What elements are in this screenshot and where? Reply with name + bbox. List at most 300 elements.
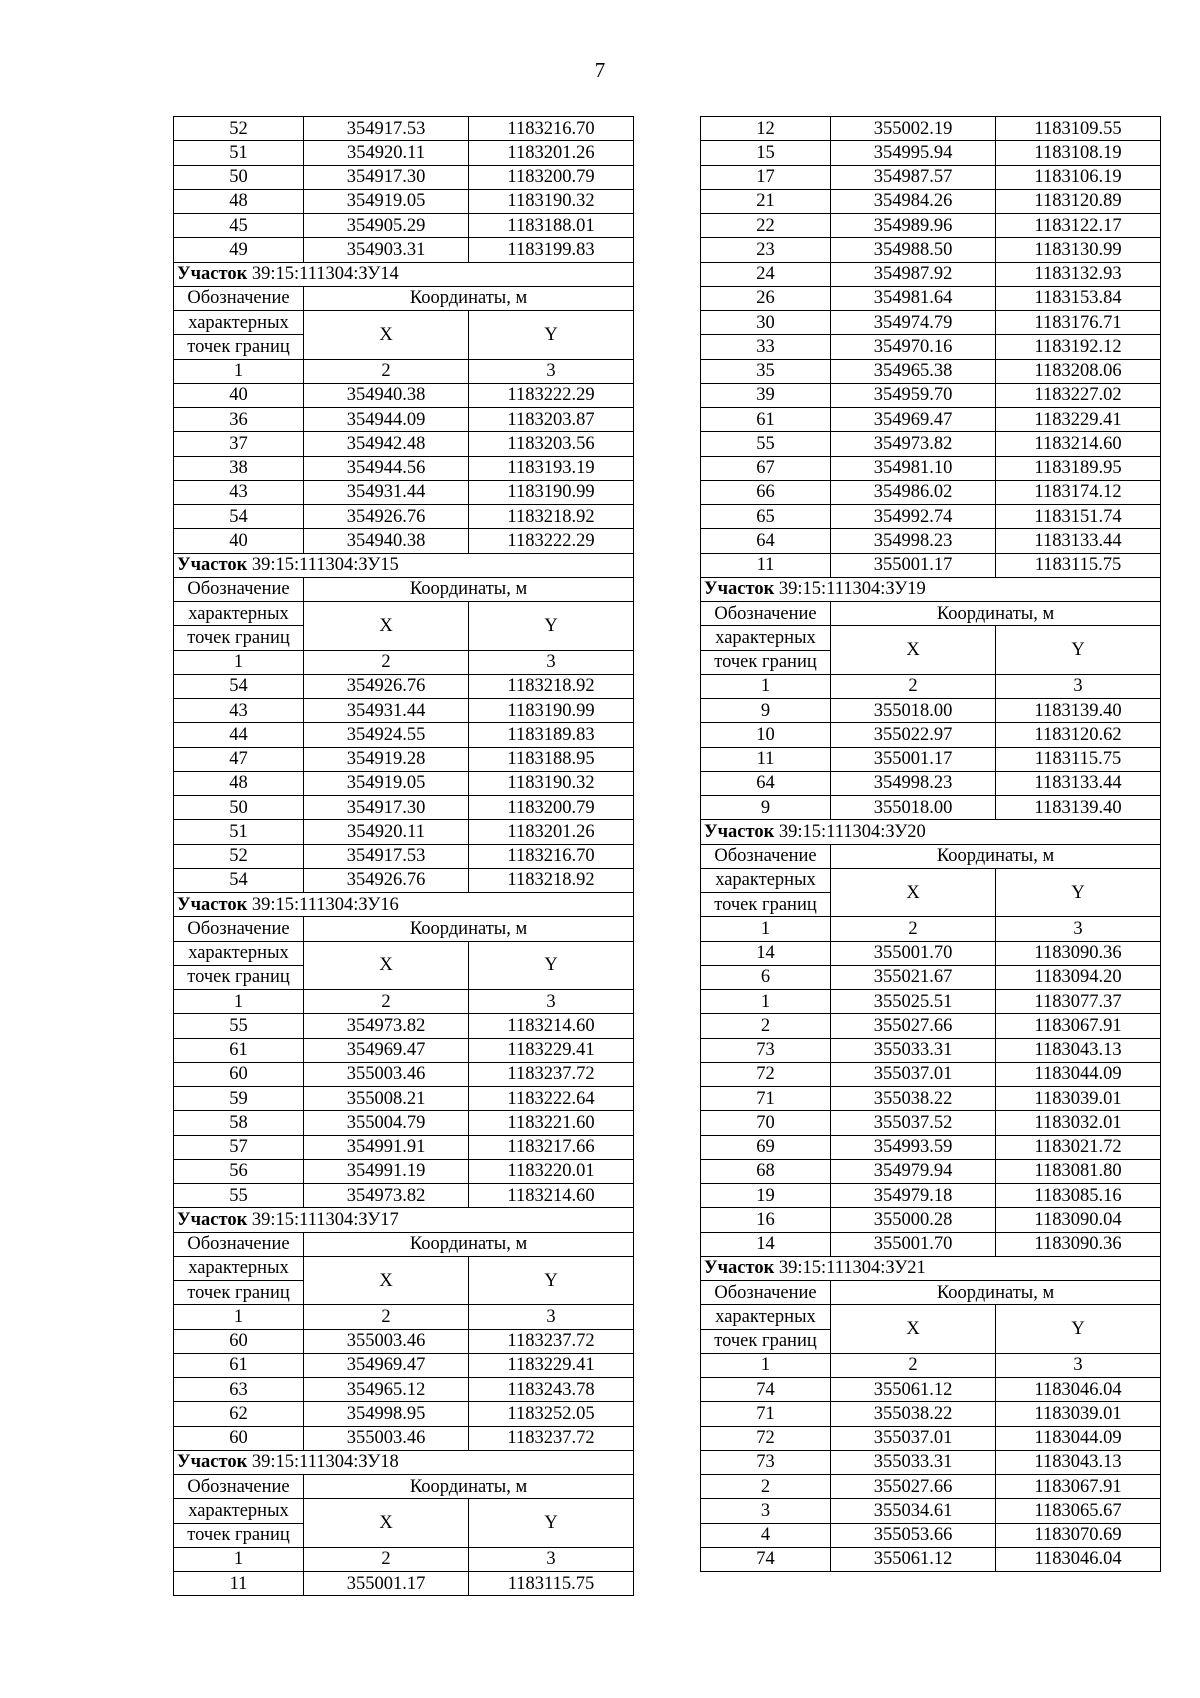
point-id: 47 bbox=[174, 747, 304, 771]
cadastral-code: 39:15:111304:ЗУ21 bbox=[778, 1258, 926, 1279]
table-row bbox=[701, 1208, 1161, 1232]
x-coordinate: 354965.38 bbox=[831, 359, 996, 383]
x-coordinate: 354969.47 bbox=[304, 1353, 469, 1377]
y-coordinate: 1183120.62 bbox=[996, 723, 1161, 747]
designation-header-line1: Обозначение bbox=[174, 286, 304, 310]
y-coordinate: 1183090.36 bbox=[996, 1232, 1161, 1256]
point-id: 72 bbox=[701, 1062, 831, 1086]
table-row bbox=[701, 771, 1161, 795]
x-coordinate: 355037.01 bbox=[831, 1426, 996, 1450]
y-header: Y bbox=[469, 1499, 634, 1548]
table-row bbox=[701, 1184, 1161, 1208]
y-coordinate: 1183109.55 bbox=[996, 117, 1161, 141]
y-coordinate: 1183115.75 bbox=[469, 1572, 634, 1596]
x-coordinate: 355021.67 bbox=[831, 965, 996, 989]
x-coordinate: 354989.96 bbox=[831, 214, 996, 238]
designation-header-line2: характерных bbox=[174, 311, 304, 335]
column-numbers-row bbox=[174, 1547, 634, 1571]
section-title-row bbox=[701, 820, 1161, 844]
y-coordinate: 1183090.04 bbox=[996, 1208, 1161, 1232]
x-coordinate: 355001.17 bbox=[831, 747, 996, 771]
point-id: 39 bbox=[701, 383, 831, 407]
point-id: 69 bbox=[701, 1135, 831, 1159]
point-id: 14 bbox=[701, 941, 831, 965]
point-id: 16 bbox=[701, 1208, 831, 1232]
point-id: 56 bbox=[174, 1159, 304, 1183]
y-coordinate: 1183192.12 bbox=[996, 335, 1161, 359]
y-coordinate: 1183039.01 bbox=[996, 1087, 1161, 1111]
y-coordinate: 1183237.72 bbox=[469, 1062, 634, 1086]
y-coordinate: 1183217.66 bbox=[469, 1135, 634, 1159]
y-coordinate: 1183222.64 bbox=[469, 1087, 634, 1111]
point-id: 17 bbox=[701, 165, 831, 189]
table-row bbox=[174, 1184, 634, 1208]
header-row bbox=[174, 1475, 634, 1499]
table-row bbox=[701, 359, 1161, 383]
column-number: 2 bbox=[304, 650, 469, 674]
y-coordinate: 1183043.13 bbox=[996, 1450, 1161, 1474]
point-id: 26 bbox=[701, 286, 831, 310]
point-id: 3 bbox=[701, 1499, 831, 1523]
table-row bbox=[174, 699, 634, 723]
table-row bbox=[701, 238, 1161, 262]
column-numbers-row bbox=[701, 1353, 1161, 1377]
point-id: 11 bbox=[174, 1572, 304, 1596]
y-coordinate: 1183203.56 bbox=[469, 432, 634, 456]
x-coordinate: 355003.46 bbox=[304, 1062, 469, 1086]
designation-header-line2: характерных bbox=[701, 1305, 831, 1329]
x-coordinate: 354991.19 bbox=[304, 1159, 469, 1183]
x-coordinate: 354979.94 bbox=[831, 1159, 996, 1183]
y-coordinate: 1183139.40 bbox=[996, 699, 1161, 723]
designation-header-line1: Обозначение bbox=[174, 1475, 304, 1499]
cadastral-code: 39:15:111304:ЗУ15 bbox=[251, 555, 399, 576]
y-coordinate: 1183132.93 bbox=[996, 262, 1161, 286]
point-id: 11 bbox=[701, 553, 831, 577]
x-coordinate: 355053.66 bbox=[831, 1523, 996, 1547]
point-id: 36 bbox=[174, 408, 304, 432]
point-id: 9 bbox=[701, 796, 831, 820]
section-label: Участок bbox=[177, 555, 248, 576]
point-id: 24 bbox=[701, 262, 831, 286]
table-row bbox=[174, 505, 634, 529]
table-row bbox=[701, 990, 1161, 1014]
point-id: 11 bbox=[701, 747, 831, 771]
y-header: Y bbox=[469, 1256, 634, 1305]
column-number: 2 bbox=[831, 917, 996, 941]
x-coordinate: 354979.18 bbox=[831, 1184, 996, 1208]
section-title bbox=[174, 1450, 634, 1474]
y-coordinate: 1183081.80 bbox=[996, 1159, 1161, 1183]
y-coordinate: 1183237.72 bbox=[469, 1329, 634, 1353]
right-column bbox=[700, 116, 1161, 1572]
table-row bbox=[701, 1135, 1161, 1159]
point-id: 55 bbox=[701, 432, 831, 456]
x-coordinate: 354981.10 bbox=[831, 456, 996, 480]
table-row bbox=[174, 844, 634, 868]
header-row bbox=[701, 868, 1161, 892]
y-coordinate: 1183201.26 bbox=[469, 141, 634, 165]
column-number: 3 bbox=[469, 359, 634, 383]
table-row bbox=[174, 238, 634, 262]
y-coordinate: 1183115.75 bbox=[996, 553, 1161, 577]
y-coordinate: 1183046.04 bbox=[996, 1547, 1161, 1571]
table-row bbox=[174, 456, 634, 480]
x-coordinate: 355061.12 bbox=[831, 1378, 996, 1402]
table-row bbox=[701, 941, 1161, 965]
table-row bbox=[701, 965, 1161, 989]
designation-header-line3: точек границ bbox=[701, 893, 831, 917]
table-row bbox=[701, 1499, 1161, 1523]
column-number: 2 bbox=[831, 1353, 996, 1377]
point-id: 22 bbox=[701, 214, 831, 238]
point-id: 55 bbox=[174, 1184, 304, 1208]
x-coordinate: 354917.53 bbox=[304, 844, 469, 868]
x-coordinate: 355034.61 bbox=[831, 1499, 996, 1523]
designation-header-line1: Обозначение bbox=[174, 1232, 304, 1256]
table-row bbox=[174, 165, 634, 189]
column-number: 3 bbox=[469, 650, 634, 674]
x-coordinate: 355038.22 bbox=[831, 1402, 996, 1426]
y-header: Y bbox=[469, 602, 634, 651]
section-label: Участок bbox=[704, 579, 775, 600]
header-row bbox=[174, 1256, 634, 1280]
header-row bbox=[701, 626, 1161, 650]
section-title bbox=[174, 893, 634, 917]
table-row bbox=[174, 1426, 634, 1450]
x-coordinate: 354988.50 bbox=[831, 238, 996, 262]
table-row bbox=[174, 868, 634, 892]
table-row bbox=[174, 117, 634, 141]
table-row bbox=[701, 1547, 1161, 1571]
x-coordinate: 354981.64 bbox=[831, 286, 996, 310]
y-coordinate: 1183203.87 bbox=[469, 408, 634, 432]
table-row bbox=[174, 820, 634, 844]
y-coordinate: 1183021.72 bbox=[996, 1135, 1161, 1159]
header-row bbox=[174, 602, 634, 626]
section-label: Участок bbox=[704, 821, 775, 842]
coordinates-table-right bbox=[700, 116, 1161, 1572]
point-id: 6 bbox=[701, 965, 831, 989]
y-coordinate: 1183120.89 bbox=[996, 189, 1161, 213]
table-row bbox=[701, 1087, 1161, 1111]
column-number: 1 bbox=[701, 1353, 831, 1377]
column-number: 1 bbox=[174, 1305, 304, 1329]
table-row bbox=[174, 796, 634, 820]
x-coordinate: 354984.26 bbox=[831, 189, 996, 213]
y-coordinate: 1183133.44 bbox=[996, 771, 1161, 795]
y-coordinate: 1183189.95 bbox=[996, 456, 1161, 480]
point-id: 54 bbox=[174, 868, 304, 892]
y-coordinate: 1183122.17 bbox=[996, 214, 1161, 238]
table-row bbox=[174, 1159, 634, 1183]
y-coordinate: 1183218.92 bbox=[469, 674, 634, 698]
x-coordinate: 355008.21 bbox=[304, 1087, 469, 1111]
column-number: 3 bbox=[469, 990, 634, 1014]
designation-header-line1: Обозначение bbox=[174, 577, 304, 601]
designation-header-line1: Обозначение bbox=[174, 917, 304, 941]
x-coordinate: 354973.82 bbox=[304, 1014, 469, 1038]
x-coordinate: 355033.31 bbox=[831, 1038, 996, 1062]
section-title-row bbox=[701, 577, 1161, 601]
point-id: 52 bbox=[174, 117, 304, 141]
point-id: 52 bbox=[174, 844, 304, 868]
x-header: X bbox=[831, 1305, 996, 1354]
point-id: 61 bbox=[174, 1353, 304, 1377]
table-row bbox=[701, 383, 1161, 407]
point-id: 48 bbox=[174, 771, 304, 795]
point-id: 68 bbox=[701, 1159, 831, 1183]
y-coordinate: 1183067.91 bbox=[996, 1014, 1161, 1038]
y-coordinate: 1183200.79 bbox=[469, 165, 634, 189]
y-header: Y bbox=[469, 311, 634, 360]
column-number: 1 bbox=[174, 650, 304, 674]
designation-header-line2: характерных bbox=[174, 1499, 304, 1523]
point-id: 33 bbox=[701, 335, 831, 359]
point-id: 15 bbox=[701, 141, 831, 165]
y-coordinate: 1183216.70 bbox=[469, 844, 634, 868]
y-coordinate: 1183106.19 bbox=[996, 165, 1161, 189]
y-coordinate: 1183199.83 bbox=[469, 238, 634, 262]
cadastral-code: 39:15:111304:ЗУ14 bbox=[251, 264, 399, 285]
table-row bbox=[701, 747, 1161, 771]
table-row bbox=[174, 1014, 634, 1038]
table-row bbox=[701, 141, 1161, 165]
point-id: 61 bbox=[174, 1038, 304, 1062]
column-numbers-row bbox=[174, 359, 634, 383]
x-coordinate: 354965.12 bbox=[304, 1378, 469, 1402]
y-coordinate: 1183139.40 bbox=[996, 796, 1161, 820]
table-row bbox=[174, 1329, 634, 1353]
x-coordinate: 355018.00 bbox=[831, 699, 996, 723]
y-coordinate: 1183065.67 bbox=[996, 1499, 1161, 1523]
x-coordinate: 354940.38 bbox=[304, 383, 469, 407]
x-coordinate: 355018.00 bbox=[831, 796, 996, 820]
y-coordinate: 1183133.44 bbox=[996, 529, 1161, 553]
point-id: 51 bbox=[174, 141, 304, 165]
x-coordinate: 354973.82 bbox=[831, 432, 996, 456]
table-row bbox=[701, 1523, 1161, 1547]
point-id: 19 bbox=[701, 1184, 831, 1208]
y-coordinate: 1183188.01 bbox=[469, 214, 634, 238]
designation-header-line3: точек границ bbox=[174, 965, 304, 989]
section-title bbox=[174, 553, 634, 577]
table-row bbox=[701, 262, 1161, 286]
y-coordinate: 1183237.72 bbox=[469, 1426, 634, 1450]
x-coordinate: 354969.47 bbox=[304, 1038, 469, 1062]
x-coordinate: 355027.66 bbox=[831, 1475, 996, 1499]
y-coordinate: 1183220.01 bbox=[469, 1159, 634, 1183]
x-coordinate: 354917.53 bbox=[304, 117, 469, 141]
x-coordinate: 354944.56 bbox=[304, 456, 469, 480]
y-coordinate: 1183221.60 bbox=[469, 1111, 634, 1135]
section-label: Участок bbox=[177, 894, 248, 915]
y-coordinate: 1183151.74 bbox=[996, 505, 1161, 529]
cadastral-code: 39:15:111304:ЗУ19 bbox=[778, 579, 926, 600]
cadastral-code: 39:15:111304:ЗУ16 bbox=[251, 894, 399, 915]
point-id: 70 bbox=[701, 1111, 831, 1135]
table-row bbox=[174, 674, 634, 698]
header-row bbox=[174, 917, 634, 941]
x-coordinate: 355038.22 bbox=[831, 1087, 996, 1111]
table-row bbox=[174, 1353, 634, 1377]
x-coordinate: 354905.29 bbox=[304, 214, 469, 238]
point-id: 73 bbox=[701, 1038, 831, 1062]
point-id: 74 bbox=[701, 1547, 831, 1571]
point-id: 73 bbox=[701, 1450, 831, 1474]
table-row bbox=[174, 1572, 634, 1596]
table-row bbox=[174, 408, 634, 432]
y-coordinate: 1183070.69 bbox=[996, 1523, 1161, 1547]
x-coordinate: 354969.47 bbox=[831, 408, 996, 432]
y-coordinate: 1183044.09 bbox=[996, 1062, 1161, 1086]
table-row bbox=[701, 286, 1161, 310]
x-coordinate: 355027.66 bbox=[831, 1014, 996, 1038]
point-id: 63 bbox=[174, 1378, 304, 1402]
y-coordinate: 1183218.92 bbox=[469, 505, 634, 529]
point-id: 71 bbox=[701, 1087, 831, 1111]
point-id: 58 bbox=[174, 1111, 304, 1135]
x-coordinate: 355022.97 bbox=[831, 723, 996, 747]
x-header: X bbox=[304, 1256, 469, 1305]
y-header: Y bbox=[469, 941, 634, 990]
point-id: 51 bbox=[174, 820, 304, 844]
point-id: 14 bbox=[701, 1232, 831, 1256]
cadastral-code: 39:15:111304:ЗУ20 bbox=[778, 821, 926, 842]
section-title-row bbox=[174, 553, 634, 577]
designation-header-line3: точек границ bbox=[174, 1281, 304, 1305]
designation-header-line3: точек границ bbox=[174, 1523, 304, 1547]
section-title-row bbox=[174, 262, 634, 286]
table-row bbox=[701, 1475, 1161, 1499]
table-row bbox=[701, 529, 1161, 553]
point-id: 45 bbox=[174, 214, 304, 238]
x-coordinate: 354987.57 bbox=[831, 165, 996, 189]
designation-header-line2: характерных bbox=[701, 626, 831, 650]
y-coordinate: 1183229.41 bbox=[469, 1353, 634, 1377]
designation-header-line2: характерных bbox=[174, 1256, 304, 1280]
table-row bbox=[701, 1378, 1161, 1402]
y-coordinate: 1183214.60 bbox=[469, 1014, 634, 1038]
table-row bbox=[701, 1232, 1161, 1256]
x-coordinate: 354986.02 bbox=[831, 480, 996, 504]
coordinates-header: Координаты, м bbox=[304, 917, 634, 941]
table-row bbox=[701, 165, 1161, 189]
table-row bbox=[174, 747, 634, 771]
table-row bbox=[701, 335, 1161, 359]
point-id: 37 bbox=[174, 432, 304, 456]
header-row bbox=[174, 286, 634, 310]
column-numbers-row bbox=[701, 674, 1161, 698]
table-row bbox=[701, 1111, 1161, 1135]
designation-header-line3: точек границ bbox=[701, 1329, 831, 1353]
table-row bbox=[701, 1426, 1161, 1450]
point-id: 10 bbox=[701, 723, 831, 747]
point-id: 57 bbox=[174, 1135, 304, 1159]
x-coordinate: 355001.70 bbox=[831, 1232, 996, 1256]
x-coordinate: 355061.12 bbox=[831, 1547, 996, 1571]
column-number: 1 bbox=[174, 990, 304, 1014]
table-row bbox=[701, 1062, 1161, 1086]
point-id: 65 bbox=[701, 505, 831, 529]
y-coordinate: 1183243.78 bbox=[469, 1378, 634, 1402]
point-id: 38 bbox=[174, 456, 304, 480]
y-coordinate: 1183201.26 bbox=[469, 820, 634, 844]
table-row bbox=[701, 1014, 1161, 1038]
y-coordinate: 1183188.95 bbox=[469, 747, 634, 771]
header-row bbox=[174, 941, 634, 965]
y-coordinate: 1183085.16 bbox=[996, 1184, 1161, 1208]
column-numbers-row bbox=[701, 917, 1161, 941]
x-coordinate: 354942.48 bbox=[304, 432, 469, 456]
y-coordinate: 1183214.60 bbox=[469, 1184, 634, 1208]
x-coordinate: 354970.16 bbox=[831, 335, 996, 359]
point-id: 23 bbox=[701, 238, 831, 262]
section-title-row bbox=[701, 1256, 1161, 1280]
table-row bbox=[174, 1111, 634, 1135]
column-number: 1 bbox=[174, 359, 304, 383]
table-row bbox=[174, 1087, 634, 1111]
point-id: 60 bbox=[174, 1426, 304, 1450]
x-coordinate: 355003.46 bbox=[304, 1329, 469, 1353]
table-row bbox=[701, 699, 1161, 723]
column-number: 2 bbox=[304, 1305, 469, 1329]
x-coordinate: 355002.19 bbox=[831, 117, 996, 141]
y-coordinate: 1183252.05 bbox=[469, 1402, 634, 1426]
y-header: Y bbox=[996, 1305, 1161, 1354]
y-coordinate: 1183222.29 bbox=[469, 529, 634, 553]
table-row bbox=[174, 1135, 634, 1159]
point-id: 54 bbox=[174, 674, 304, 698]
y-coordinate: 1183189.83 bbox=[469, 723, 634, 747]
header-row bbox=[701, 1281, 1161, 1305]
x-header: X bbox=[304, 941, 469, 990]
table-row bbox=[174, 1378, 634, 1402]
x-coordinate: 354926.76 bbox=[304, 868, 469, 892]
point-id: 21 bbox=[701, 189, 831, 213]
table-row bbox=[174, 529, 634, 553]
y-coordinate: 1183046.04 bbox=[996, 1378, 1161, 1402]
table-row bbox=[174, 189, 634, 213]
y-coordinate: 1183193.19 bbox=[469, 456, 634, 480]
header-row bbox=[174, 1499, 634, 1523]
x-coordinate: 354919.05 bbox=[304, 189, 469, 213]
x-header: X bbox=[831, 868, 996, 917]
y-coordinate: 1183067.91 bbox=[996, 1475, 1161, 1499]
x-coordinate: 354920.11 bbox=[304, 141, 469, 165]
point-id: 64 bbox=[701, 771, 831, 795]
designation-header-line1: Обозначение bbox=[701, 602, 831, 626]
section-title-row bbox=[174, 1450, 634, 1474]
point-id: 60 bbox=[174, 1062, 304, 1086]
x-coordinate: 354931.44 bbox=[304, 699, 469, 723]
x-coordinate: 354998.95 bbox=[304, 1402, 469, 1426]
column-number: 3 bbox=[469, 1305, 634, 1329]
y-coordinate: 1183094.20 bbox=[996, 965, 1161, 989]
table-row bbox=[701, 432, 1161, 456]
point-id: 50 bbox=[174, 796, 304, 820]
table-row bbox=[174, 1038, 634, 1062]
section-label: Участок bbox=[177, 1209, 248, 1230]
designation-header-line2: характерных bbox=[174, 941, 304, 965]
table-row bbox=[174, 432, 634, 456]
point-id: 60 bbox=[174, 1329, 304, 1353]
x-header: X bbox=[831, 626, 996, 675]
point-id: 72 bbox=[701, 1426, 831, 1450]
y-coordinate: 1183090.36 bbox=[996, 941, 1161, 965]
section-label: Участок bbox=[177, 1452, 248, 1473]
x-coordinate: 355001.17 bbox=[831, 553, 996, 577]
